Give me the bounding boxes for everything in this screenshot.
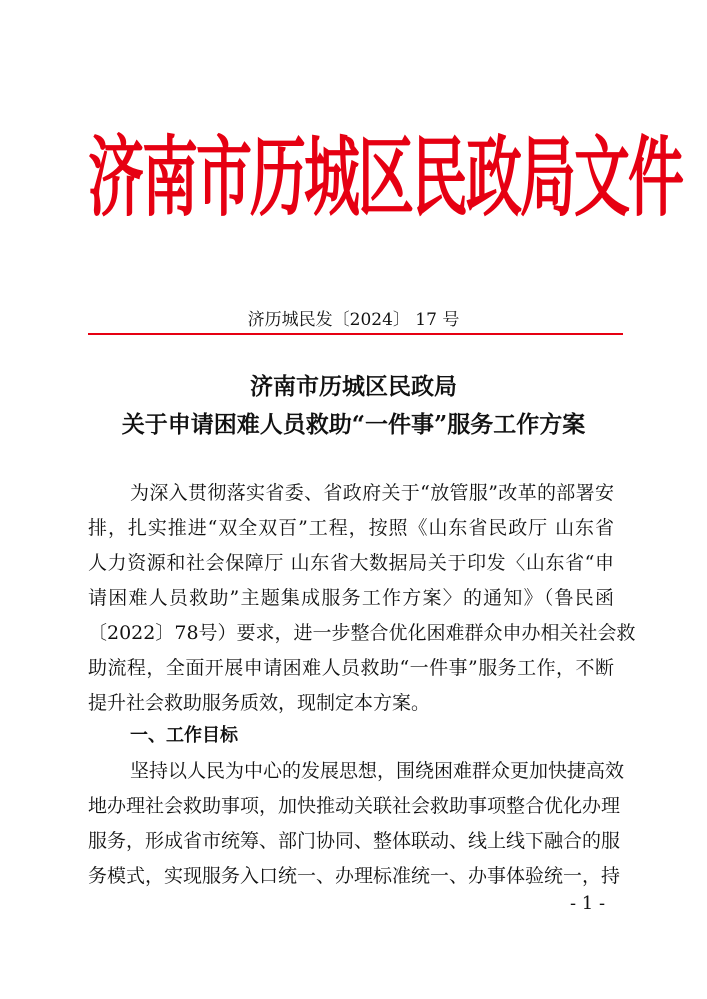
text-line: 地办理社会救助事项，加快推动关联社会救助事项整合优化办理: [88, 795, 621, 817]
text-line: 服务，形成省市统筹、部门协同、整体联动、线上线下融合的服: [88, 830, 621, 852]
document-number: 济历城民发〔2024〕 17 号: [247, 310, 460, 330]
text-line: 排，扎实推进“双全双百”工程，按照《山东省民政厅 山东省: [88, 517, 614, 539]
title-line-2: 关于申请困难人员救助“一件事”服务工作方案: [121, 411, 586, 438]
text-line: 人力资源和社会保障厅 山东省大数据局关于印发〈山东省“申: [88, 552, 614, 574]
text-line: 〔2022〕78号）要求，进一步整合优化困难群众申办相关社会救: [88, 622, 636, 644]
text-line: 为深入贯彻落实省委、省政府关于“放管服”改革的部署安: [130, 482, 614, 504]
text-line: 提升社会救助服务质效，现制定本方案。: [88, 692, 431, 714]
text-line: 请困难人员救助”主题集成服务工作方案〉的通知》（鲁民函: [88, 587, 614, 609]
text-line: 坚持以人民为中心的发展思想，围绕困难群众更加快捷高效: [130, 760, 625, 782]
document-header: 济南市历城区民政局文件: [88, 126, 682, 230]
text-line: 助流程，全面开展申请困难人员救助“一件事”服务工作，不断: [88, 657, 614, 679]
red-divider: [88, 333, 623, 335]
page-number: - 1 -: [570, 893, 606, 914]
title-line-1: 济南市历城区民政局: [250, 373, 457, 400]
section-heading: 一、工作目标: [130, 725, 238, 746]
text-line: 务模式，实现服务入口统一、办理标准统一、办事体验统一，持: [88, 865, 621, 887]
